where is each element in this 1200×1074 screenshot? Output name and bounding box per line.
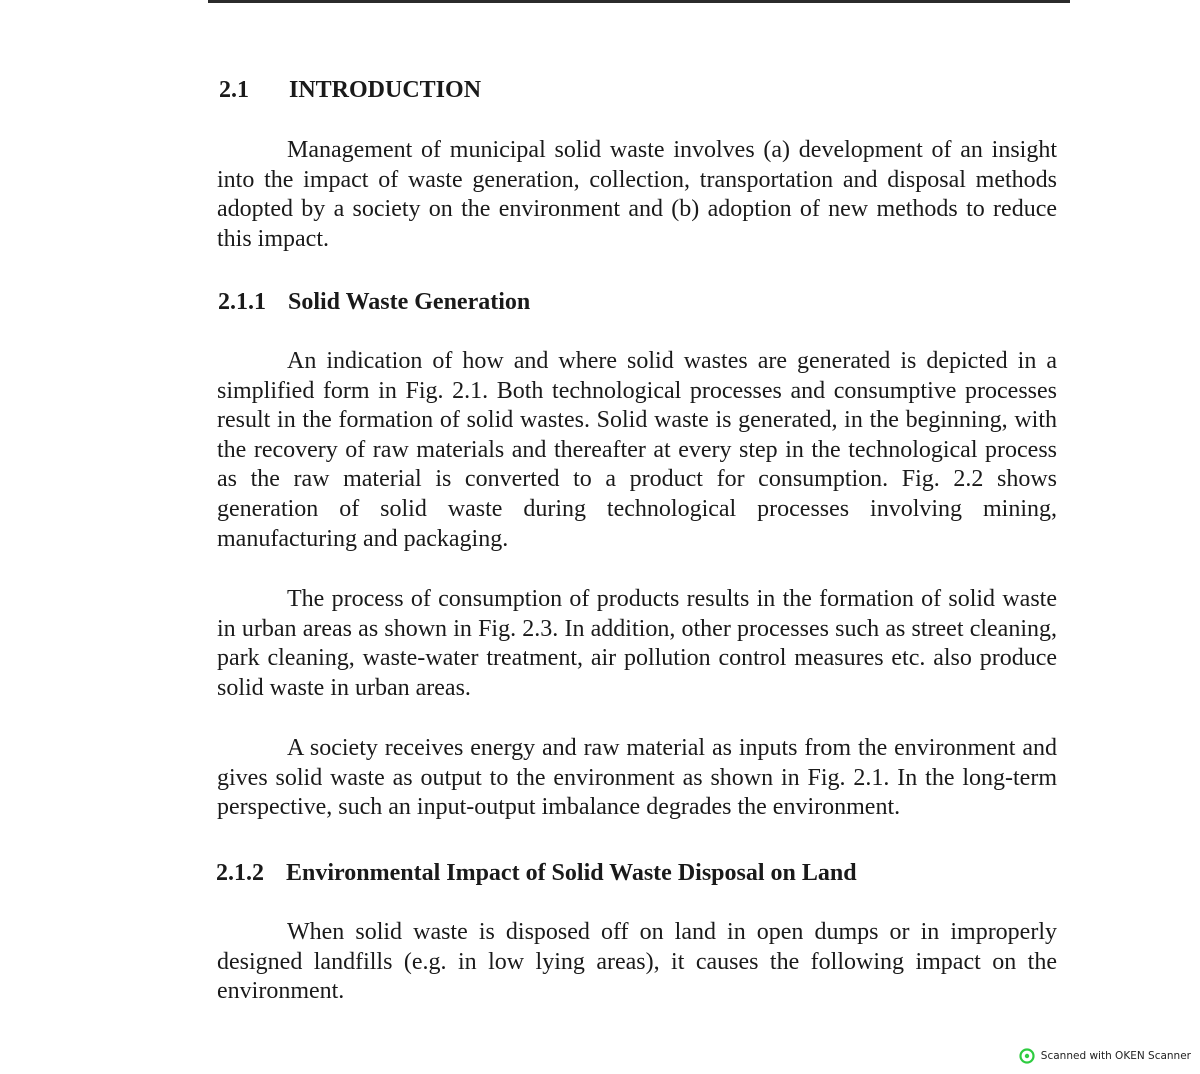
impact-paragraph: When solid waste is disposed off on land in open dumps or in improperly designed landfills (e.g. in low lying areas), it causes the following impact on the environment. [217,919,1057,1005]
section-title: INTRODUCTION [289,77,482,103]
subsection-number: 2.1.2 [216,860,264,886]
scanner-watermark [1019,1048,1191,1064]
section-number: 2.1 [219,77,249,103]
generation-paragraph-3: A society receives energy and raw material as inputs from the environment and gives solid waste as output to the environment as shown in Fig. 2.1. In the long-term perspective, such an input-output imbalance degrades the environment. [217,735,1057,821]
subsection-title: Environmental Impact of Solid Waste Disposal on Land [286,860,857,886]
subsection-number: 2.1.1 [218,289,266,315]
scanner-label: Scanned with OKEN Scanner [1040,1050,1191,1062]
top-border-rule [208,0,1070,3]
subsection-title: Solid Waste Generation [288,289,531,315]
subsection-heading-impact [216,859,857,887]
generation-paragraph-1: An indication of how and where solid wastes are generated is depicted in a simplified form in Fig. 2.1. Both technological processes and consumptive processes result in the formation of solid wastes. Solid waste is generated, in the beginning, with the recovery of raw materials and thereafter at every step in the technological process as the raw material is converted to a product for consumption. Fig. 2.2 shows generation of solid waste during technological processes involving mining, manufacturing and packaging. [217,348,1057,552]
section-heading [219,76,481,104]
subsection-heading-generation [218,288,530,316]
intro-paragraph: Management of municipal solid waste involves (a) development of an insight into the impact of waste generation, collection, transportation and disposal methods adopted by a society on the environment and (b) adoption of new methods to reduce this impact. [217,137,1057,252]
scanner-logo-icon [1019,1048,1035,1064]
generation-paragraph-2: The process of consumption of products results in the formation of solid waste in urban areas as shown in Fig. 2.3. In addition, other processes such as street cleaning, park cleaning, waste-water treatment, air pollution control measures etc. also produce solid waste in urban areas. [217,586,1057,701]
